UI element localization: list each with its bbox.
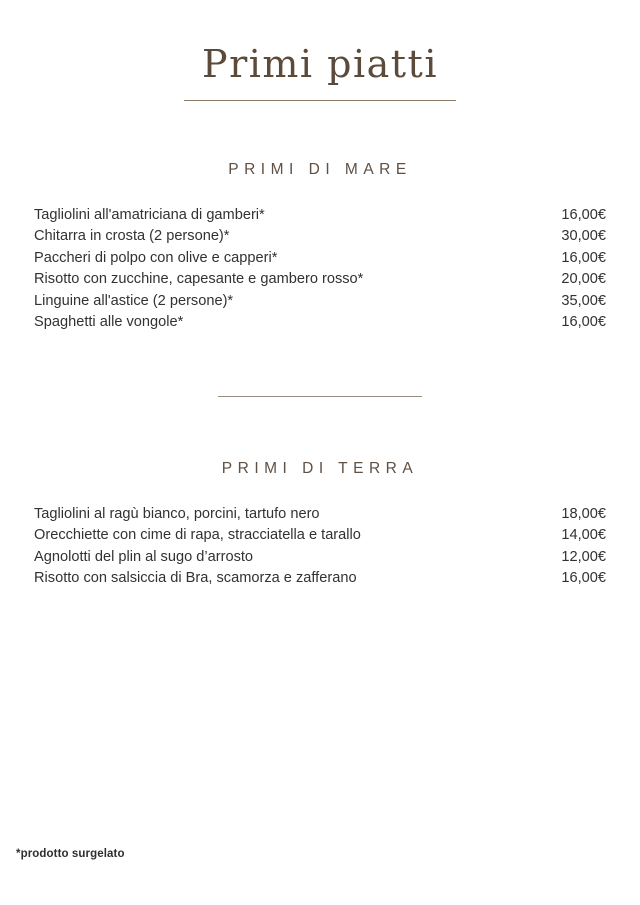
item-name: Orecchiette con cime di rapa, stracciatella e tarallo <box>34 527 361 544</box>
item-name: Risotto con salsiccia di Bra, scamorza e zafferano <box>34 570 357 587</box>
item-price: 18,00€ <box>561 505 606 522</box>
item-price: 16,00€ <box>561 206 606 223</box>
item-price: 16,00€ <box>561 570 606 587</box>
item-list-terra <box>18 504 622 590</box>
menu-item <box>34 248 606 270</box>
section-divider <box>218 396 422 397</box>
item-name: Chitarra in crosta (2 persone)* <box>34 228 230 245</box>
item-name: Agnolotti del plin al sugo d’arrosto <box>34 548 254 565</box>
menu-item <box>34 226 606 248</box>
menu-item <box>34 312 606 334</box>
item-price: 16,00€ <box>561 249 606 266</box>
spacer <box>0 397 640 460</box>
menu-item <box>34 568 606 590</box>
section-primi-di-terra <box>18 460 622 590</box>
item-name: Spaghetti alle vongole* <box>34 314 184 331</box>
menu-item <box>34 269 606 291</box>
item-price: 30,00€ <box>561 228 606 245</box>
menu-item <box>34 525 606 547</box>
section-primi-di-mare <box>18 161 622 334</box>
item-name: Risotto con zucchine, capesante e gambero rosso* <box>34 271 364 288</box>
item-list-mare <box>18 205 622 334</box>
menu-item <box>34 291 606 313</box>
section-heading-mare: PRIMI DI MARE <box>228 160 412 178</box>
title-divider <box>184 100 456 101</box>
item-price: 35,00€ <box>561 292 606 309</box>
item-price: 16,00€ <box>561 314 606 331</box>
item-name: Paccheri di polpo con olive e capperi* <box>34 249 278 266</box>
menu-item <box>34 547 606 569</box>
title-block <box>0 0 640 101</box>
menu-item <box>34 504 606 526</box>
menu-item <box>34 205 606 227</box>
footnote: *prodotto surgelato <box>16 848 125 860</box>
item-name: Tagliolini al ragù bianco, porcini, tartufo nero <box>34 505 320 522</box>
item-name: Tagliolini all'amatriciana di gamberi* <box>34 206 265 223</box>
item-name: Linguine all'astice (2 persone)* <box>34 292 234 309</box>
section-heading-terra: PRIMI DI TERRA <box>221 459 419 477</box>
item-price: 12,00€ <box>561 548 606 565</box>
page-title: Primi piatti <box>202 42 438 86</box>
item-price: 14,00€ <box>561 527 606 544</box>
item-price: 20,00€ <box>561 271 606 288</box>
